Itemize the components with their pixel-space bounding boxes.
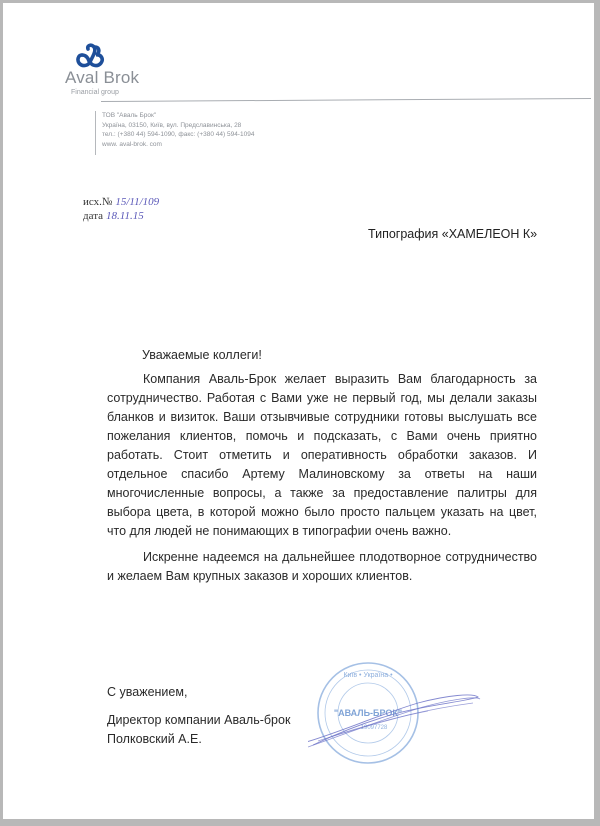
logo-name: Aval Brok xyxy=(65,68,140,87)
company-website: www. aval-brok. com xyxy=(102,140,162,148)
header-vertical-divider xyxy=(95,111,96,155)
svg-text:"АВАЛЬ-БРОК": "АВАЛЬ-БРОК" xyxy=(333,708,403,718)
company-details xyxy=(102,111,254,149)
greeting: Уважаемые коллеги! xyxy=(142,348,262,362)
outgoing-number xyxy=(83,196,159,208)
closing: С уважением, xyxy=(107,685,188,699)
letter-date xyxy=(83,210,144,222)
signer-title: Директор компании Аваль-брок xyxy=(107,713,291,727)
date-value: 18.11.15 xyxy=(106,210,144,222)
company-stamp-with-signature xyxy=(308,653,488,773)
body-paragraph: Искренне надеемся на дальнейшее плодотворное сотрудничество и желаем Вам крупных заказов и хороших клиентов. xyxy=(107,550,537,583)
svg-text:Київ • Україна •: Київ • Україна • xyxy=(343,672,393,679)
company-phones: тел.: (+380 44) 594-1090, факс: (+380 44) 594-1094 xyxy=(102,131,255,138)
outgoing-number-value: 15/11/109 xyxy=(115,196,160,208)
date-label: дата xyxy=(83,210,104,222)
svg-text:19097728: 19097728 xyxy=(360,725,388,731)
body-paragraph: Компания Аваль-Брок желает выразить Вам благодарность за сотрудничество. Работая с Вами уже не первый год, мы делали заказы бланков и визиток. Ваши отзывчивые сотрудники готовы выслушать все пожелания клиентов, помочь и подсказать, с Вами очень приятно работать. Стоит отметить и оперативность обработки заказов. И отдельное спасибо Артему Малиновскому за ответы на наши многочисленные вопросы, а также за предоставление палитры для выбора цвета, в которой можно было просто пальцем указать на цвет, что для людей не понимающих в типографии очень важно. xyxy=(107,372,537,538)
signer-name: Полковский А.Е. xyxy=(107,732,202,746)
letter-page xyxy=(3,3,594,819)
addressee: Типография «ХАМЕЛЕОН К» xyxy=(368,227,538,241)
logo-subtitle: Financial group xyxy=(71,89,119,96)
aval-brok-logo-icon xyxy=(76,41,106,69)
header-divider xyxy=(101,98,591,102)
company-address: Україна, 03150, Київ, вул. Предславинська, 28 xyxy=(102,121,242,129)
outgoing-number-label: исх.№ xyxy=(83,196,113,208)
company-name: ТОВ "Аваль Брок" xyxy=(102,112,157,119)
